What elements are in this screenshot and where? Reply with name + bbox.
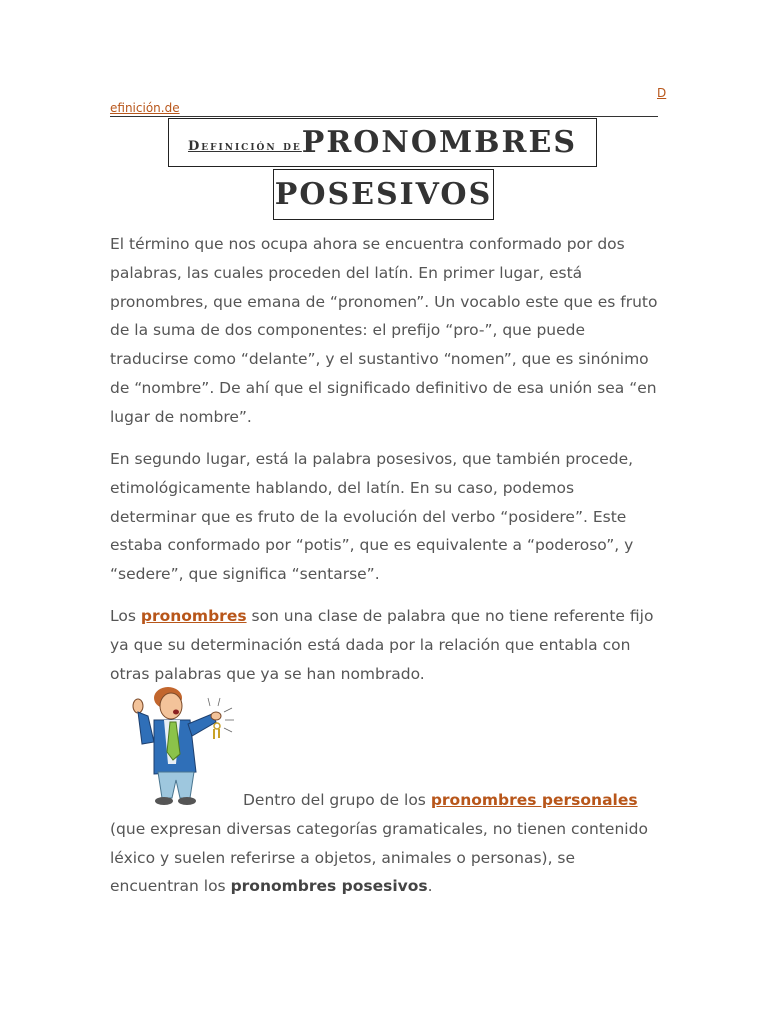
paragraph-etymology-posesivos: En segundo lugar, está la palabra posesivos, que también procede, etimológicamente hablando, del latín. En su caso, podemos determinar que es fruto de la evolución del verbo “posidere”. Este estaba conformado por “potis”, que es equivalente a “poderoso”, y “sedere”, que significa “sentarse”. <box>110 450 634 584</box>
pronombres-personales-link[interactable]: pronombres personales <box>430 791 638 809</box>
source-link-first-letter[interactable]: D <box>657 86 667 100</box>
p4-text-before: Dentro del grupo de los <box>243 791 431 809</box>
p4-text-middle: (que expresan diversas categorías gramaticales, no tienen contenido léxico y suelen referirse a objetos, animales o personas), se encuentran los <box>110 819 648 896</box>
p4-text-after: . <box>427 877 433 896</box>
title-prefix: Definición de <box>187 139 302 154</box>
title-box-line1 <box>168 118 597 167</box>
p3-text-before: Los <box>110 607 141 625</box>
paragraph-posesivos-intro <box>110 786 662 901</box>
title-main-line1: PRONOMBRES <box>301 125 578 160</box>
paragraph-etymology-pronombres: El término que nos ocupa ahora se encuentra conformado por dos palabras, las cuales proceden del latín. En primer lugar, está pronombres, que emana de “pronomen”. Un vocablo este que es fruto de la suma de dos componentes: el prefijo “pro-”, que puede traducirse como “delante”, y el sustantivo “nomen”, que es sinónimo de “nombre”. De ahí que el significado definitivo de esa unión sea “en lugar de nombre”. <box>110 235 658 426</box>
pronombres-posesivos-bold: pronombres posesivos <box>230 877 428 896</box>
source-link[interactable]: efinición.de <box>110 101 180 115</box>
p3-text-after: son una clase de palabra que no tiene referente fijo ya que su determinación está dada por la relación que entabla con otras palabras que ya se han nombrado. <box>110 607 654 683</box>
title-main-line2: POSESIVOS <box>273 169 494 220</box>
pronombres-link[interactable]: pronombres <box>140 607 247 625</box>
paragraph-definition <box>110 602 662 688</box>
header-divider <box>110 116 658 117</box>
